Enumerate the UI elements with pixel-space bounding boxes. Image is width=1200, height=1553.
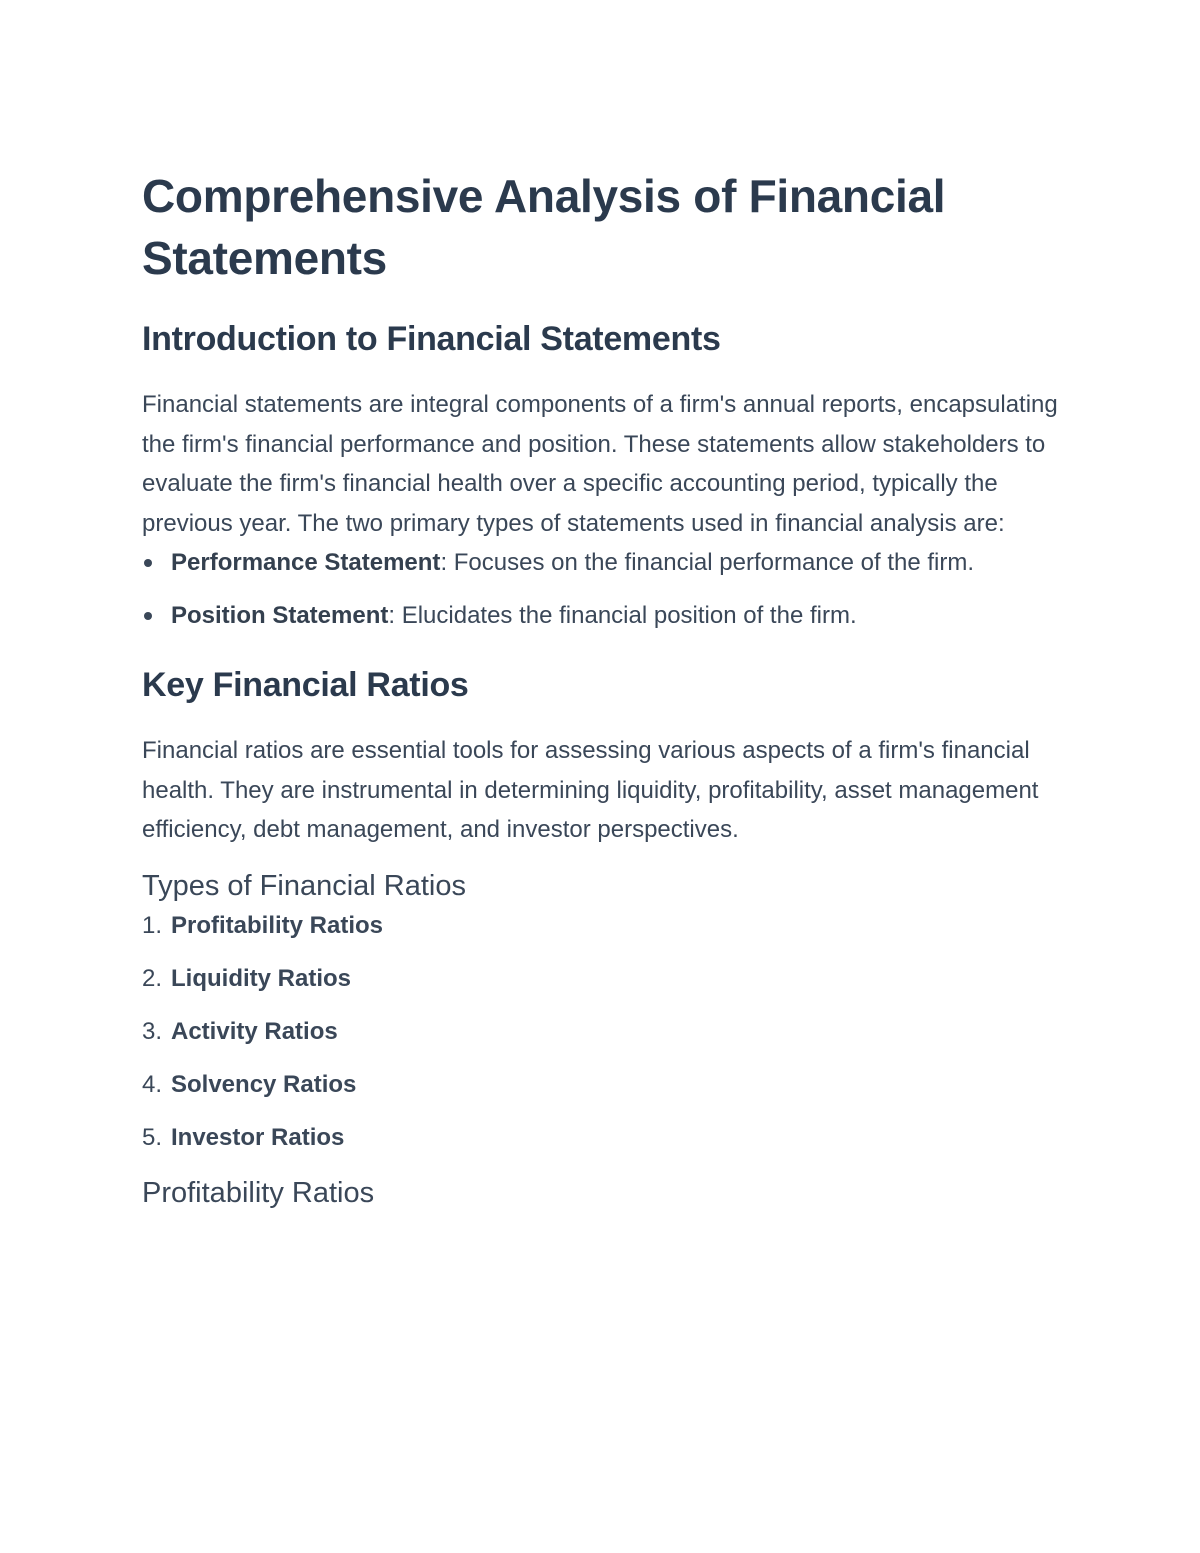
list-item-performance-statement [142,543,1062,583]
list-item-label: Investor Ratios [171,1123,345,1151]
list-number: 3. [142,1017,163,1045]
document-page [142,165,1062,1213]
list-number: 1. [142,911,163,939]
bullet-icon [144,559,152,567]
section-heading-key-ratios: Key Financial Ratios [142,666,469,704]
bullet-text: : Focuses on the financial performance of the firm. [440,549,975,576]
bullet-term: Performance Statement [171,549,441,576]
bullet-icon [144,612,152,620]
ratio-types-list [142,906,1062,1158]
list-item-label: Profitability Ratios [171,911,384,939]
list-number: 2. [142,964,163,992]
bullet-term: Position Statement [171,601,389,629]
document-title: Comprehensive Analysis of Financial Statements [142,170,946,284]
list-number: 4. [142,1070,163,1098]
subheading-types-of-ratios: Types of Financial Ratios [142,869,466,902]
list-item-label: Solvency Ratios [171,1070,357,1098]
list-item [142,1012,1062,1052]
list-item [142,1118,1062,1158]
statement-types-list [142,543,1062,635]
bullet-text: : Elucidates the financial position of the firm. [388,601,857,629]
list-number: 5. [142,1123,163,1151]
section-heading-introduction: Introduction to Financial Statements [142,320,721,358]
ratios-paragraph: Financial ratios are essential tools for assessing various aspects of a firm's financial health. They are instrumental in determining liquidity, profitability, asset management efficiency, debt management, and investor perspectives. [142,737,1039,843]
list-item [142,1065,1062,1105]
list-item [142,959,1062,999]
list-item [142,906,1062,946]
list-item-label: Liquidity Ratios [171,964,351,992]
intro-paragraph: Financial statements are integral components of a firm's annual reports, encapsulating the firm's financial performance and position. These statements allow stakeholders to evaluate the firm's financial health over a specific accounting period, typically the previous year. The two primary types of statements used in financial analysis are: [142,391,1058,537]
list-item-position-statement [142,596,1062,636]
subheading-profitability-ratios: Profitability Ratios [142,1177,375,1209]
list-item-label: Activity Ratios [171,1017,338,1045]
